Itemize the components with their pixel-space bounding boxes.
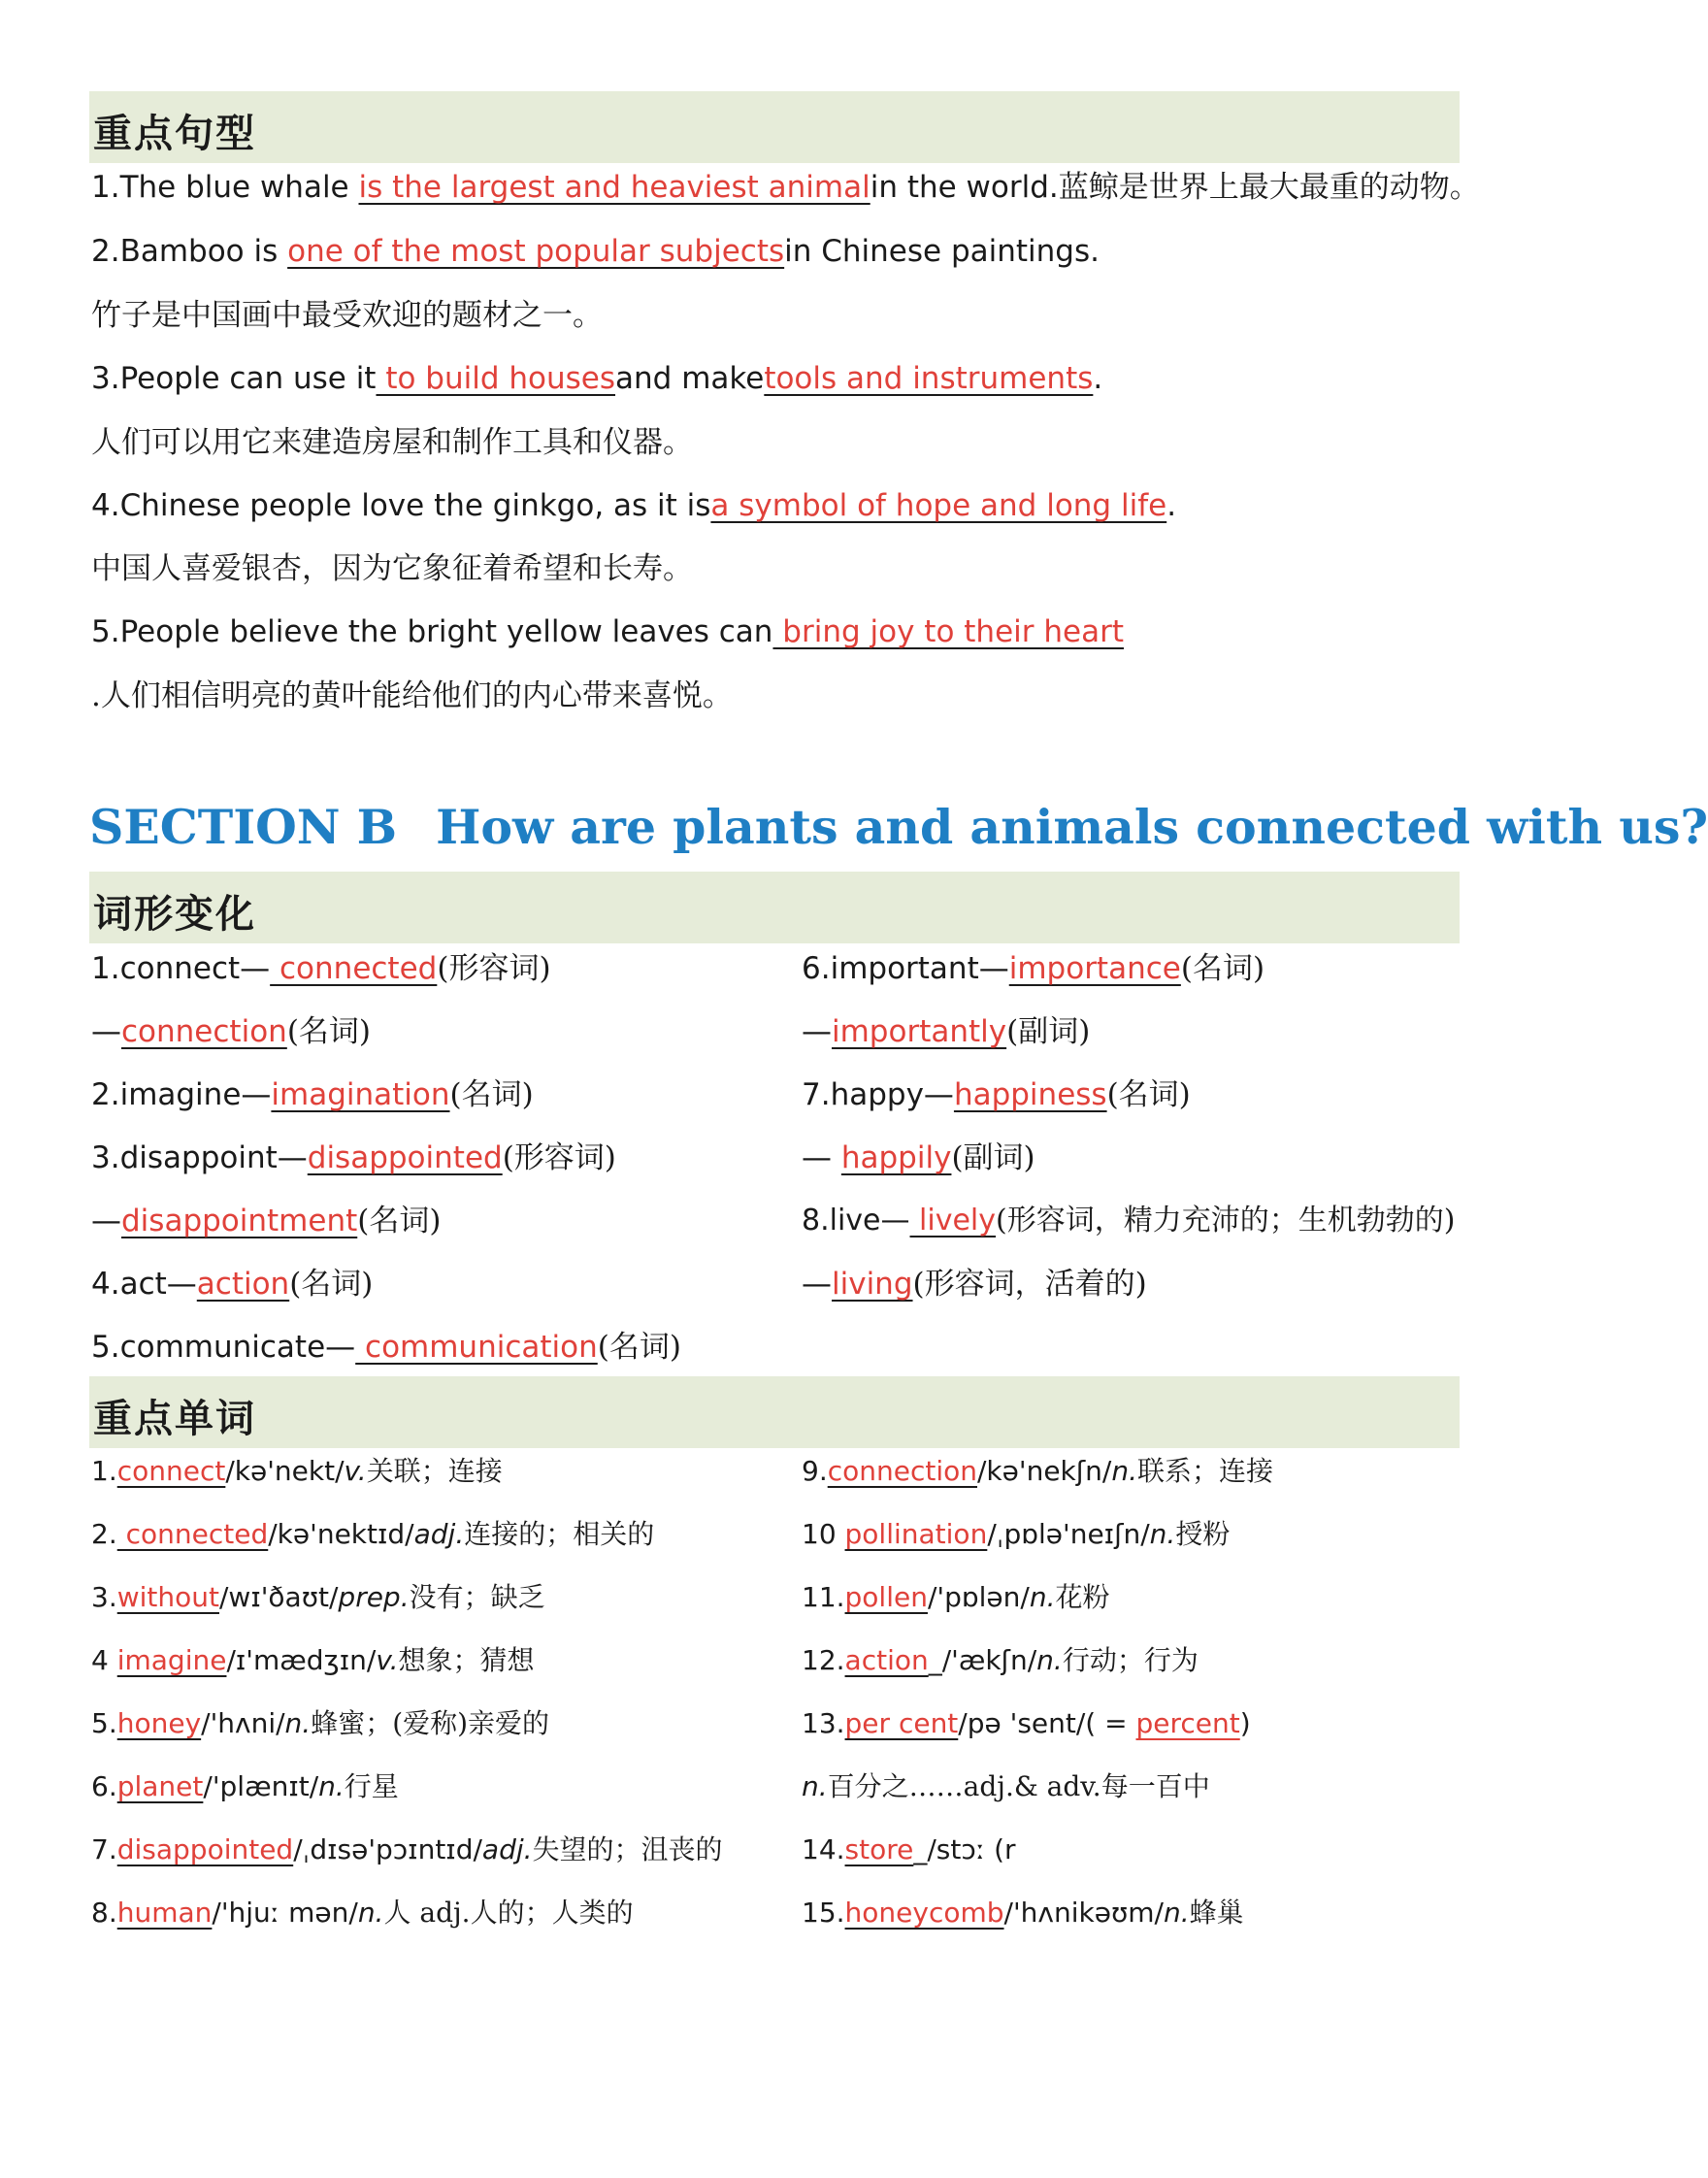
word-form-left-4: 3.disappoint—disappointed(形容词) [91,1140,616,1175]
section-band-word-forms [89,872,1460,943]
pattern-2: 2.Bamboo is one of the most popular subjectsin Chinese paintings. [91,234,1100,269]
word-form-left-2: —connection(名词) [91,1014,372,1049]
pattern-4-translation: 中国人喜爱银杏，因为它象征着希望和长寿。 [91,551,693,586]
word-form-right-4: — happily(副词) [802,1140,1035,1175]
key-word-left-1: 1.connect/kə'nekt/v.关联；连接 [91,1455,503,1487]
key-word-right-2: 10 pollination/ˌpɒlə'neɪʃn/n.授粉 [802,1518,1231,1550]
section-title-word-forms: 词形变化 [93,891,256,937]
pattern-4: 4.Chinese people love the ginkgo, as it isa symbol of hope and long life. [91,488,1177,523]
section-b-question: How are plants and animals connected with us? [436,799,1708,855]
word-form-left-6: 4.act—action(名词) [91,1267,374,1302]
key-word-left-3: 3.without/wɪ'ðaʊt/prep.没有；缺乏 [91,1581,545,1613]
word-form-right-2: —importantly(副词) [802,1014,1091,1049]
word-form-left-3: 2.imagine—imagination(名词) [91,1077,534,1112]
word-form-right-6: —living(形容词，活着的) [802,1267,1147,1302]
word-form-right-1: 6.important—importance(名词) [802,951,1265,986]
pattern-3: 3.People can use it to build housesand maketools and instruments. [91,361,1103,396]
faded-region [1017,1825,1463,1867]
word-form-left-5: —disappointment(名词) [91,1204,442,1238]
section-b-label: SECTION B [89,799,398,855]
key-word-left-7: 7.disappointed/ˌdɪsə'pɔɪntɪd/adj.失望的；沮丧的 [91,1833,723,1865]
key-word-right-6: 14.store_/stɔː (r [802,1833,1016,1865]
section-title-key-words: 重点单词 [93,1396,256,1441]
key-word-right-5-cont: n.百分之……adj.& adv.每一百中 [802,1770,1210,1802]
section-title-patterns: 重点句型 [93,111,256,156]
key-word-right-1: 9.connection/kə'nekʃn/n.联系；连接 [802,1455,1274,1487]
section-band-patterns [89,91,1460,163]
section-b-heading [89,799,1708,855]
key-word-right-7: 15.honeycomb/'hʌnikəʊm/n.蜂巢 [802,1897,1244,1929]
key-word-left-2: 2. connected/kə'nektɪd/adj.连接的；相关的 [91,1518,655,1550]
key-word-left-6: 6.planet/'plænɪt/n.行星 [91,1770,399,1802]
key-word-left-4: 4 imagine/ɪ'mædʒɪn/v.想象；猜想 [91,1644,535,1676]
pattern-2-translation: 竹子是中国画中最受欢迎的题材之一。 [91,298,603,333]
word-form-right-3: 7.happy—happiness(名词) [802,1077,1191,1112]
key-word-left-8: 8.human/'hjuː mən/n.人 adj.人的；人类的 [91,1897,634,1929]
key-word-left-5: 5.honey/'hʌni/n.蜂蜜；(爱称)亲爱的 [91,1707,550,1739]
section-band-key-words [89,1376,1460,1448]
key-word-right-5: 13.per cent/pə 'sent/( = percent) [802,1707,1251,1739]
pattern-1: 1.The blue whale is the largest and heaviest animalin the world.蓝鲸是世界上最大最重的动物。 [91,170,1480,205]
key-word-right-4: 12.action_/'ækʃn/n.行动；行为 [802,1644,1199,1676]
word-form-left-1: 1.connect— connected(形容词) [91,951,551,986]
pattern-5-translation: .人们相信明亮的黄叶能给他们的内心带来喜悦。 [91,678,733,713]
key-word-right-3: 11.pollen/'pɒlən/n.花粉 [802,1581,1110,1613]
pattern-3-translation: 人们可以用它来建造房屋和制作工具和仪器。 [91,425,693,460]
word-form-right-5: 8.live— lively(形容词，精力充沛的；生机勃勃的) [802,1204,1456,1238]
word-form-left-7: 5.communicate— communication(名词) [91,1330,681,1365]
pattern-5: 5.People believe the bright yellow leaves can bring joy to their heart [91,614,1124,649]
